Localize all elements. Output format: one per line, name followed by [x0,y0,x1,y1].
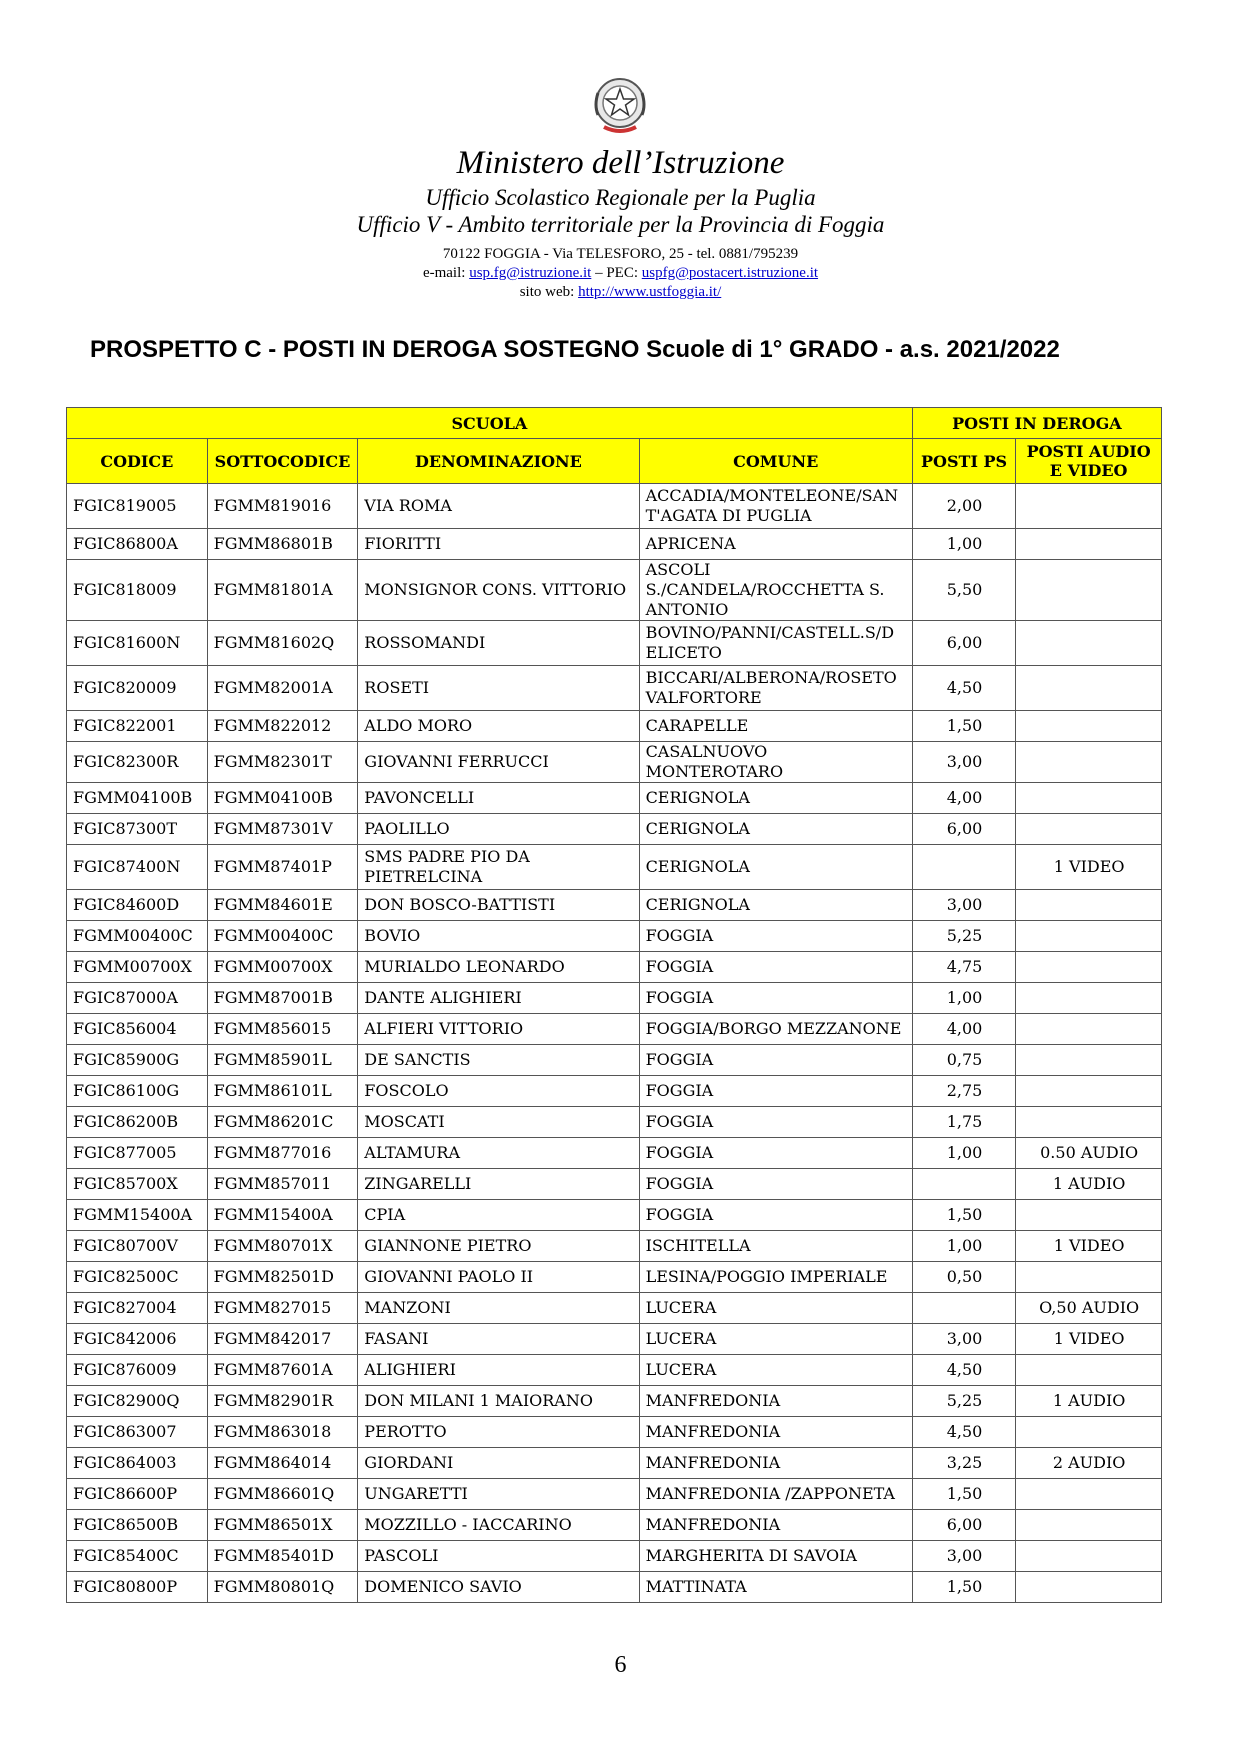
table-row [67,1386,1162,1417]
posti-ps-cell: 6,00 [912,621,1015,666]
posti-av-cell [1016,1200,1162,1231]
email-link[interactable]: usp.fg@istruzione.it [469,265,592,281]
table-row [67,1200,1162,1231]
codice-cell: FGIC84600D [67,890,208,921]
sottocodice-cell: FGMM82001A [207,666,358,711]
posti-av-cell [1016,1107,1162,1138]
sottocodice-cell: FGMM863018 [207,1417,358,1448]
comune-cell: BICCARI/ALBERONA/ROSETO VALFORTORE [639,666,912,711]
comune-cell: MANFREDONIA [639,1510,912,1541]
posti-audio-video-header: POSTI AUDIO E VIDEO [1016,439,1162,484]
table-row [67,1138,1162,1169]
comune-cell: FOGGIA [639,1200,912,1231]
sottocodice-cell: FGMM87601A [207,1355,358,1386]
group-header-row [67,408,1162,439]
posti-av-cell: 1 VIDEO [1016,1324,1162,1355]
posti-av-cell [1016,890,1162,921]
comune-cell: LUCERA [639,1293,912,1324]
denominazione-cell: GIORDANI [358,1448,639,1479]
sottocodice-cell: FGMM87001B [207,983,358,1014]
sottocodice-cell: FGMM85401D [207,1541,358,1572]
posti-ps-cell: 3,00 [912,1324,1015,1355]
comune-cell: CERIGNOLA [639,814,912,845]
denominazione-cell: ZINGARELLI [358,1169,639,1200]
comune-cell: MANFREDONIA [639,1448,912,1479]
table-row [67,1262,1162,1293]
denominazione-cell: PAOLILLO [358,814,639,845]
denominazione-cell: ALDO MORO [358,711,639,742]
denominazione-cell: GIOVANNI PAOLO II [358,1262,639,1293]
comune-cell: MANFREDONIA [639,1417,912,1448]
provincial-office: Ufficio V - Ambito territoriale per la Provincia di Foggia [356,212,885,237]
posti-av-cell [1016,814,1162,845]
codice-cell: FGIC819005 [67,484,208,529]
posti-av-cell [1016,1417,1162,1448]
codice-cell: FGIC863007 [67,1417,208,1448]
posti-deroga-table [66,407,1162,1603]
table-row [67,529,1162,560]
codice-cell: FGIC86500B [67,1510,208,1541]
denominazione-cell: UNGARETTI [358,1479,639,1510]
comune-cell: BOVINO/PANNI/CASTELL.S/D ELICETO [639,621,912,666]
regional-office: Ufficio Scolastico Regionale per la Puglia [425,185,816,210]
codice-cell: FGIC827004 [67,1293,208,1324]
table-row [67,921,1162,952]
sottocodice-cell: FGMM877016 [207,1138,358,1169]
posti-av-cell [1016,1262,1162,1293]
posti-ps-cell: 4,75 [912,952,1015,983]
codice-header: CODICE [67,439,208,484]
codice-cell: FGIC82300R [67,742,208,783]
codice-cell: FGIC86100G [67,1076,208,1107]
sottocodice-cell: FGMM87401P [207,845,358,890]
codice-cell: FGIC85400C [67,1541,208,1572]
website-link[interactable]: http://www.ustfoggia.it/ [578,284,722,300]
sottocodice-cell: FGMM856015 [207,1014,358,1045]
table-row [67,1231,1162,1262]
posti-av-cell [1016,1541,1162,1572]
comune-header: COMUNE [639,439,912,484]
table-row [67,1448,1162,1479]
codice-cell: FGIC85700X [67,1169,208,1200]
table-row [67,1324,1162,1355]
sottocodice-cell: FGMM81801A [207,560,358,621]
codice-cell: FGIC820009 [67,666,208,711]
posti-ps-cell: 6,00 [912,814,1015,845]
table-row [67,621,1162,666]
comune-cell: FOGGIA [639,1169,912,1200]
denominazione-cell: FASANI [358,1324,639,1355]
posti-ps-cell: 5,25 [912,921,1015,952]
posti-av-cell [1016,560,1162,621]
sottocodice-cell: FGMM86501X [207,1510,358,1541]
posti-ps-cell: 1,00 [912,1231,1015,1262]
comune-cell: FOGGIA [639,952,912,983]
posti-ps-cell: 4,50 [912,1355,1015,1386]
codice-cell: FGMM00700X [67,952,208,983]
posti-ps-cell: 4,00 [912,1014,1015,1045]
posti-ps-cell: 1,50 [912,1572,1015,1603]
posti-ps-cell: 1,50 [912,1200,1015,1231]
denominazione-cell: DE SANCTIS [358,1045,639,1076]
codice-cell: FGIC81600N [67,621,208,666]
comune-cell: MANFREDONIA /ZAPPONETA [639,1479,912,1510]
denominazione-cell: MOZZILLO - IACCARINO [358,1510,639,1541]
posti-av-cell [1016,1510,1162,1541]
posti-ps-cell [912,1169,1015,1200]
posti-ps-cell: 0,50 [912,1262,1015,1293]
table-row [67,814,1162,845]
pec-prefix: – PEC: [591,265,642,281]
table-row [67,711,1162,742]
posti-ps-cell [912,1293,1015,1324]
comune-cell: ASCOLI S./CANDELA/ROCCHETTA S. ANTONIO [639,560,912,621]
denominazione-cell: MANZONI [358,1293,639,1324]
column-header-row [67,439,1162,484]
table-row [67,560,1162,621]
posti-av-cell: 1 AUDIO [1016,1169,1162,1200]
posti-av-cell [1016,529,1162,560]
posti-ps-cell: 2,75 [912,1076,1015,1107]
codice-cell: FGIC82500C [67,1262,208,1293]
posti-ps-cell: 3,00 [912,742,1015,783]
posti-ps-cell: 0,75 [912,1045,1015,1076]
comune-cell: ISCHITELLA [639,1231,912,1262]
posti-av-cell [1016,711,1162,742]
sottocodice-cell: FGMM82501D [207,1262,358,1293]
posti-ps-cell [912,845,1015,890]
comune-cell: LESINA/POGGIO IMPERIALE [639,1262,912,1293]
posti-ps-cell: 3,25 [912,1448,1015,1479]
posti-av-cell [1016,1355,1162,1386]
comune-cell: FOGGIA [639,1138,912,1169]
posti-av-cell: 0.50 AUDIO [1016,1138,1162,1169]
denominazione-cell: ALFIERI VITTORIO [358,1014,639,1045]
comune-cell: LUCERA [639,1355,912,1386]
codice-cell: FGIC818009 [67,560,208,621]
codice-cell: FGIC86200B [67,1107,208,1138]
comune-cell: CERIGNOLA [639,783,912,814]
posti-av-cell: O,50 AUDIO [1016,1293,1162,1324]
web-prefix: sito web: [519,284,579,300]
table-row [67,1293,1162,1324]
posti-ps-cell: 5,50 [912,560,1015,621]
sottocodice-cell: FGMM84601E [207,890,358,921]
comune-cell: CARAPELLE [639,711,912,742]
denominazione-cell: PAVONCELLI [358,783,639,814]
posti-ps-cell: 1,50 [912,1479,1015,1510]
denominazione-cell: ROSETI [358,666,639,711]
posti-ps-cell: 3,00 [912,890,1015,921]
posti-av-cell [1016,1045,1162,1076]
table-row [67,783,1162,814]
sottocodice-cell: FGMM80701X [207,1231,358,1262]
posti-ps-cell: 4,50 [912,666,1015,711]
codice-cell: FGMM04100B [67,783,208,814]
denominazione-cell: DOMENICO SAVIO [358,1572,639,1603]
scuola-header: SCUOLA [67,408,913,439]
sottocodice-cell: FGMM86801B [207,529,358,560]
sottocodice-cell: FGMM819016 [207,484,358,529]
posti-ps-header: POSTI PS [912,439,1015,484]
posti-ps-cell: 5,25 [912,1386,1015,1417]
denominazione-cell: PEROTTO [358,1417,639,1448]
table-row [67,890,1162,921]
table-row [67,983,1162,1014]
sottocodice-cell: FGMM864014 [207,1448,358,1479]
codice-cell: FGIC80700V [67,1231,208,1262]
posti-ps-cell: 1,00 [912,529,1015,560]
codice-cell: FGIC877005 [67,1138,208,1169]
comune-cell: FOGGIA/BORGO MEZZANONE [639,1014,912,1045]
comune-cell: FOGGIA [639,1076,912,1107]
page-number: 6 [614,1652,627,1678]
comune-cell: CASALNUOVO MONTEROTARO [639,742,912,783]
codice-cell: FGIC87300T [67,814,208,845]
comune-cell: FOGGIA [639,1107,912,1138]
table-row [67,742,1162,783]
posti-av-cell [1016,1014,1162,1045]
sottocodice-cell: FGMM86601Q [207,1479,358,1510]
comune-cell: CERIGNOLA [639,845,912,890]
denominazione-cell: MOSCATI [358,1107,639,1138]
table-row [67,666,1162,711]
table-row [67,1107,1162,1138]
posti-av-cell [1016,1572,1162,1603]
posti-av-cell [1016,1479,1162,1510]
denominazione-cell: FIORITTI [358,529,639,560]
codice-cell: FGIC86600P [67,1479,208,1510]
contact-emails [0,264,1241,282]
denominazione-cell: CPIA [358,1200,639,1231]
posti-av-cell [1016,783,1162,814]
denominazione-cell: GIANNONE PIETRO [358,1231,639,1262]
posti-av-cell [1016,983,1162,1014]
codice-cell: FGIC842006 [67,1324,208,1355]
sottocodice-cell: FGMM85901L [207,1045,358,1076]
posti-av-cell [1016,484,1162,529]
posti-ps-cell: 1,00 [912,983,1015,1014]
sottocodice-cell: FGMM15400A [207,1200,358,1231]
sottocodice-cell: FGMM86201C [207,1107,358,1138]
posti-av-cell: 1 VIDEO [1016,845,1162,890]
sottocodice-cell: FGMM827015 [207,1293,358,1324]
denominazione-cell: FOSCOLO [358,1076,639,1107]
sottocodice-cell: FGMM81602Q [207,621,358,666]
posti-av-cell [1016,921,1162,952]
codice-cell: FGIC822001 [67,711,208,742]
posti-ps-cell: 4,00 [912,783,1015,814]
comune-cell: CERIGNOLA [639,890,912,921]
sottocodice-cell: FGMM82301T [207,742,358,783]
sottocodice-cell: FGMM822012 [207,711,358,742]
table-row [67,952,1162,983]
table-row [67,1417,1162,1448]
denominazione-cell: ROSSOMANDI [358,621,639,666]
sottocodice-cell: FGMM842017 [207,1324,358,1355]
denominazione-cell: BOVIO [358,921,639,952]
posti-av-cell [1016,621,1162,666]
sottocodice-cell: FGMM857011 [207,1169,358,1200]
comune-cell: FOGGIA [639,983,912,1014]
website [0,283,1241,301]
office-address: 70122 FOGGIA - Via TELESFORO, 25 - tel. 0881/795239 [442,246,799,262]
sottocodice-cell: FGMM00700X [207,952,358,983]
posti-ps-cell: 1,00 [912,1138,1015,1169]
codice-cell: FGMM00400C [67,921,208,952]
posti-av-cell [1016,952,1162,983]
table-row [67,1014,1162,1045]
posti-ps-cell: 2,00 [912,484,1015,529]
denominazione-cell: GIOVANNI FERRUCCI [358,742,639,783]
comune-cell: FOGGIA [639,1045,912,1076]
table-row [67,1045,1162,1076]
posti-av-cell [1016,666,1162,711]
denominazione-cell: PASCOLI [358,1541,639,1572]
sottocodice-header: SOTTOCODICE [207,439,358,484]
comune-cell: ACCADIA/MONTELEONE/SAN T'AGATA DI PUGLIA [639,484,912,529]
ministry-name: Ministero dell’Istruzione [456,145,785,181]
codice-cell: FGIC87000A [67,983,208,1014]
posti-deroga-header: POSTI IN DEROGA [912,408,1161,439]
posti-ps-cell: 1,75 [912,1107,1015,1138]
denominazione-cell: DANTE ALIGHIERI [358,983,639,1014]
sottocodice-cell: FGMM04100B [207,783,358,814]
denominazione-header: DENOMINAZIONE [358,439,639,484]
comune-cell: MARGHERITA DI SAVOIA [639,1541,912,1572]
sottocodice-cell: FGMM87301V [207,814,358,845]
denominazione-cell: DON MILANI 1 MAIORANO [358,1386,639,1417]
table-row [67,1541,1162,1572]
table-row [67,1510,1162,1541]
posti-ps-cell: 6,00 [912,1510,1015,1541]
sottocodice-cell: FGMM00400C [207,921,358,952]
codice-cell: FGIC876009 [67,1355,208,1386]
posti-ps-cell: 1,50 [912,711,1015,742]
posti-ps-cell: 4,50 [912,1417,1015,1448]
denominazione-cell: ALTAMURA [358,1138,639,1169]
comune-cell: APRICENA [639,529,912,560]
posti-av-cell: 1 VIDEO [1016,1231,1162,1262]
republic-emblem-icon [590,75,650,137]
codice-cell: FGIC864003 [67,1448,208,1479]
table-row [67,1169,1162,1200]
codice-cell: FGIC86800A [67,529,208,560]
posti-av-cell [1016,1076,1162,1107]
comune-cell: MANFREDONIA [639,1386,912,1417]
table-row [67,845,1162,890]
codice-cell: FGIC87400N [67,845,208,890]
sottocodice-cell: FGMM86101L [207,1076,358,1107]
denominazione-cell: MONSIGNOR CONS. VITTORIO [358,560,639,621]
table-row [67,1479,1162,1510]
codice-cell: FGIC856004 [67,1014,208,1045]
comune-cell: MATTINATA [639,1572,912,1603]
denominazione-cell: DON BOSCO-BATTISTI [358,890,639,921]
pec-link[interactable]: uspfg@postacert.istruzione.it [641,265,819,281]
table-row [67,1572,1162,1603]
table-row [67,1355,1162,1386]
table-row [67,484,1162,529]
comune-cell: FOGGIA [639,921,912,952]
table-row [67,1076,1162,1107]
denominazione-cell: ALIGHIERI [358,1355,639,1386]
posti-av-cell [1016,742,1162,783]
posti-av-cell: 1 AUDIO [1016,1386,1162,1417]
posti-ps-cell: 3,00 [912,1541,1015,1572]
comune-cell: LUCERA [639,1324,912,1355]
sottocodice-cell: FGMM80801Q [207,1572,358,1603]
codice-cell: FGMM15400A [67,1200,208,1231]
denominazione-cell: SMS PADRE PIO DA PIETRELCINA [358,845,639,890]
document-title: PROSPETTO C - POSTI IN DEROGA SOSTEGNO Scuole di 1° GRADO - a.s. 2021/2022 [90,336,1060,363]
email-prefix: e-mail: [422,265,470,281]
denominazione-cell: VIA ROMA [358,484,639,529]
codice-cell: FGIC82900Q [67,1386,208,1417]
codice-cell: FGIC80800P [67,1572,208,1603]
sottocodice-cell: FGMM82901R [207,1386,358,1417]
denominazione-cell: MURIALDO LEONARDO [358,952,639,983]
posti-av-cell: 2 AUDIO [1016,1448,1162,1479]
codice-cell: FGIC85900G [67,1045,208,1076]
